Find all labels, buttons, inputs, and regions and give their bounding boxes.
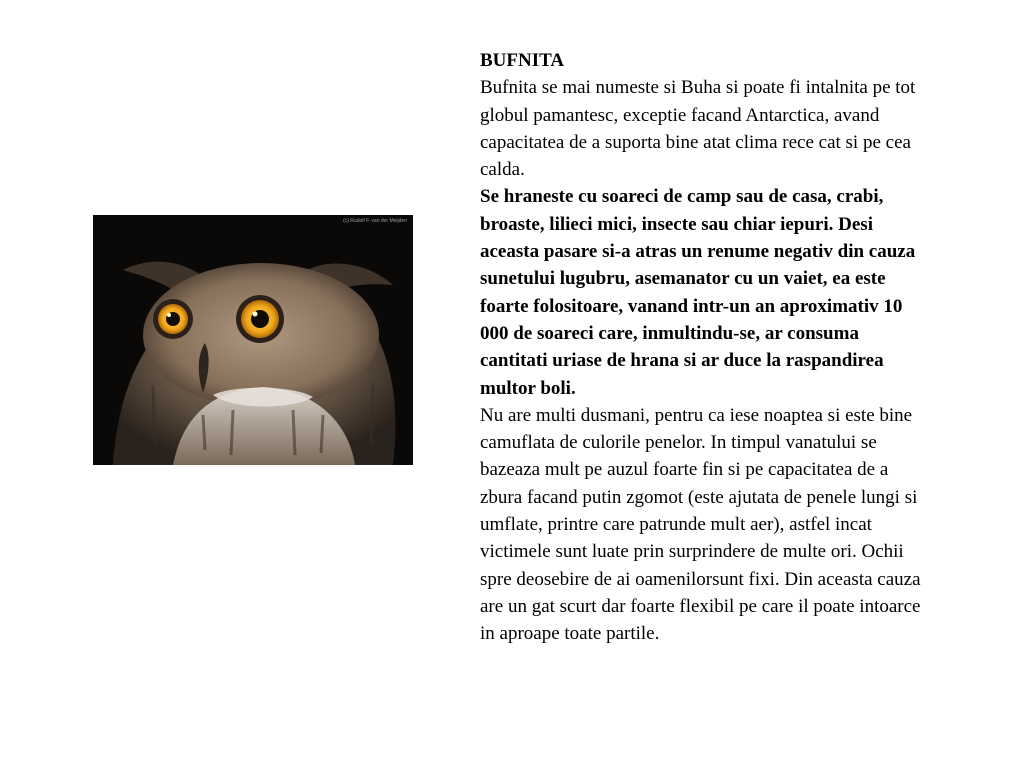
paragraph-diet: Se hraneste cu soareci de camp sau de casa, crabi, broaste, lilieci mici, insecte sau chiar iepuri. Desi aceasta pasare si-a atras un renume negativ din cauza sunetului lugubru, asemanator cu un vaiet, ea este foarte folositoare, vanand intr-un an aproximativ 10 000 de soareci care, inmultindu-se, ar consuma cantitati uriase de hrana si ar duce la raspandirea multor boli.: [480, 186, 916, 399]
owl-photo: [93, 215, 413, 465]
text-block: [480, 47, 924, 648]
photo-credit: (c) Rudolf F. van der Meijden: [343, 218, 407, 224]
paragraph-hunting: Nu are multi dusmani, pentru ca iese noaptea si este bine camuflata de culorile penelor. In timpul vanatului se bazeaza mult pe auzul foarte fin si pe capacitatea de a zbura facand putin zgomot (este ajutata de penele lungi si umflate, printre care patrunde mult aer), astfel incat victimele sunt luate prin surprindere de multe ori. Ochii spre deosebire de ai oamenilorsunt fixi. Din aceasta cauza are un gat scurt dar foarte flexibil pe care il poate intoarce in aproape toate partile.: [480, 404, 921, 645]
owl-illustration: [93, 215, 413, 465]
paragraph-distribution: Bufnita se mai numeste si Buha si poate fi intalnita pe tot globul pamantesc, exceptie facand Antarctica, avand capacitatea de a suporta bine atat clima rece cat si pe cea calda.: [480, 77, 916, 181]
slide-title: BUFNITA: [480, 50, 565, 71]
